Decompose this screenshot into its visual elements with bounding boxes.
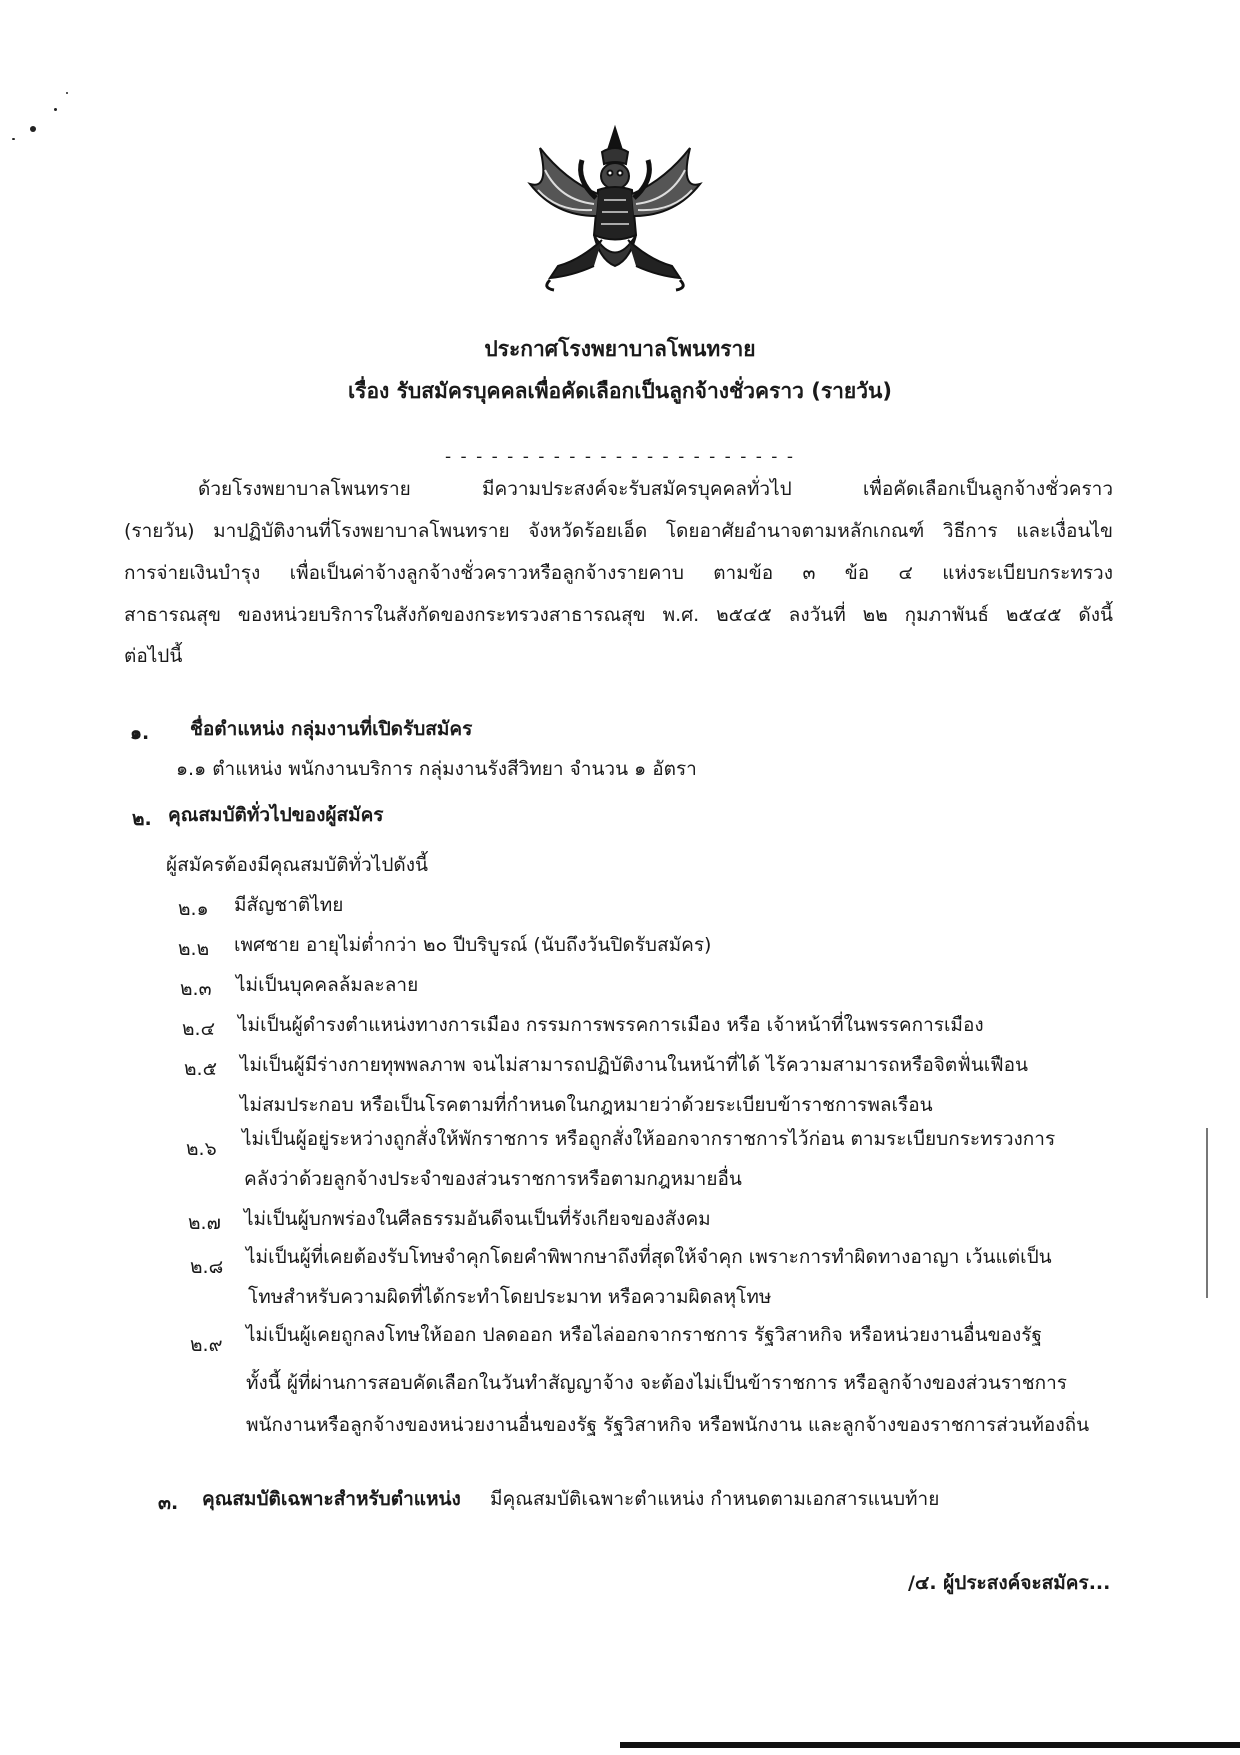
qualification-item-continued: ไม่สมประกอบ หรือเป็นโรคตามที่กำหนดในกฎหมายว่าด้วยระเบียบข้าราชการพลเรือน bbox=[240, 1094, 933, 1116]
scan-speck bbox=[66, 92, 68, 94]
scan-edge-mark bbox=[620, 1742, 1240, 1748]
qualification-item: ไม่เป็นผู้บกพร่องในศีลธรรมอันดีจนเป็นที่รังเกียจของสังคม bbox=[244, 1208, 711, 1230]
qualification-item: ไม่เป็นผู้ดำรงตำแหน่งทางการเมือง กรรมการพรรคการเมือง หรือ เจ้าหน้าที่ในพรรคการเมือง bbox=[238, 1014, 984, 1036]
section-heading: คุณสมบัติเฉพาะสำหรับตำแหน่ง bbox=[202, 1488, 461, 1510]
section-item: ๑.๑ ตำแหน่ง พนักงานบริการ กลุ่มงานรังสีวิทยา จำนวน ๑ อัตรา bbox=[176, 758, 697, 780]
section-text: มีคุณสมบัติเฉพาะตำแหน่ง กำหนดตามเอกสารแนบท้าย bbox=[490, 1488, 940, 1510]
qualification-item: ไม่เป็นผู้เคยถูกลงโทษให้ออก ปลดออก หรือไล่ออกจากราชการ รัฐวิสาหกิจ หรือหน่วยงานอื่นของรัฐ bbox=[246, 1324, 1042, 1346]
qualification-item: ไม่เป็นบุคคลล้มละลาย bbox=[236, 974, 419, 996]
qualification-item: ไม่เป็นผู้ที่เคยต้องรับโทษจำคุกโดยคำพิพากษาถึงที่สุดให้จำคุก เพราะการทำผิดทางอาญา เว้นแต่เป็น bbox=[246, 1246, 1052, 1268]
scan-speck bbox=[12, 138, 15, 140]
item-number: ๒.๓ bbox=[180, 978, 212, 1000]
garuda-emblem-icon bbox=[510, 120, 720, 295]
header-separator: - - - - - - - - - - - - - - - - - - - - - - - bbox=[445, 447, 795, 467]
scan-speck bbox=[30, 126, 36, 132]
page-continuation: /๔. ผู้ประสงค์จะสมัคร... bbox=[908, 1572, 1111, 1594]
qualification-item-continued: โทษสำหรับความผิดที่ได้กระทำโดยประมาท หรือความผิดลหุโทษ bbox=[248, 1286, 772, 1308]
item-number: ๒.๑ bbox=[178, 898, 209, 920]
item-number: ๒.๙ bbox=[190, 1334, 223, 1356]
intro-line: ด้วยโรงพยาบาลโพนทราย มีความประสงค์จะรับสมัครบุคคลทั่วไป เพื่อคัดเลือกเป็นลูกจ้างชั่วคราว bbox=[198, 478, 1113, 500]
qualification-item: ไม่เป็นผู้อยู่ระหว่างถูกสั่งให้พักราชการ หรือถูกสั่งให้ออกจากราชการไว้ก่อน ตามระเบียบกระทรวงการ bbox=[242, 1128, 1056, 1150]
item-number: ๒.๕ bbox=[184, 1058, 217, 1080]
item-number: ๒.๒ bbox=[178, 938, 210, 960]
intro-line: ต่อไปนี้ bbox=[124, 645, 183, 667]
section-heading: คุณสมบัติทั่วไปของผู้สมัคร bbox=[168, 804, 384, 826]
section-note: พนักงานหรือลูกจ้างของหน่วยงานอื่นของรัฐ รัฐวิสาหกิจ หรือพนักงาน และลูกจ้างของราชการส่วนท้องถิ่น bbox=[246, 1414, 1090, 1436]
item-number: ๒.๖ bbox=[186, 1138, 217, 1160]
item-number: ๒.๗ bbox=[188, 1212, 221, 1234]
section-note: ทั้งนี้ ผู้ที่ผ่านการสอบคัดเลือกในวันทำสัญญาจ้าง จะต้องไม่เป็นข้าราชการ หรือลูกจ้างของส่วนราชการ bbox=[246, 1372, 1067, 1394]
item-number: ๒.๘ bbox=[190, 1256, 224, 1278]
qualification-item: ไม่เป็นผู้มีร่างกายทุพพลภาพ จนไม่สามารถปฏิบัติงานในหน้าที่ได้ ไร้ความสามารถหรือจิตฟั่นเฟือน bbox=[240, 1054, 1029, 1076]
document-title: ประกาศโรงพยาบาลโพนทราย bbox=[484, 337, 756, 361]
item-number: ๒.๔ bbox=[182, 1018, 215, 1040]
document-subject: เรื่อง รับสมัครบุคคลเพื่อคัดเลือกเป็นลูกจ้างชั่วคราว (รายวัน) bbox=[347, 379, 892, 403]
section-number: ๓. bbox=[158, 1492, 179, 1514]
qualification-item: เพศชาย อายุไม่ต่ำกว่า ๒๐ ปีบริบูรณ์ (นับถึงวันปิดรับสมัคร) bbox=[234, 934, 712, 956]
intro-line: สาธารณสุข ของหน่วยบริการในสังกัดของกระทรวงสาธารณสุข พ.ศ. ๒๕๔๕ ลงวันที่ ๒๒ กุมภาพันธ์ ๒๕๔๕ ดังนี้ bbox=[124, 604, 1113, 626]
section-heading: ชื่อตำแหน่ง กลุ่มงานที่เปิดรับสมัคร bbox=[190, 718, 473, 740]
intro-line: การจ่ายเงินบำรุง เพื่อเป็นค่าจ้างลูกจ้างชั่วคราวหรือลูกจ้างรายคาบ ตามข้อ ๓ ข้อ ๔ แห่งระเบียบกระทรวง bbox=[124, 562, 1113, 584]
scan-speck bbox=[54, 108, 57, 111]
qualification-item: มีสัญชาติไทย bbox=[234, 894, 344, 916]
scan-edge-mark bbox=[1206, 1128, 1208, 1298]
section-number: ๑. bbox=[130, 722, 150, 744]
section-lead: ผู้สมัครต้องมีคุณสมบัติทั่วไปดังนี้ bbox=[166, 854, 428, 876]
intro-line: (รายวัน) มาปฏิบัติงานที่โรงพยาบาลโพนทราย จังหวัดร้อยเอ็ด โดยอาศัยอำนาจตามหลักเกณฑ์ วิธีการ และเงื่อนไข bbox=[124, 520, 1113, 542]
qualification-item-continued: คลังว่าด้วยลูกจ้างประจำของส่วนราชการหรือตามกฎหมายอื่น bbox=[244, 1168, 742, 1190]
section-number: ๒. bbox=[132, 808, 152, 830]
